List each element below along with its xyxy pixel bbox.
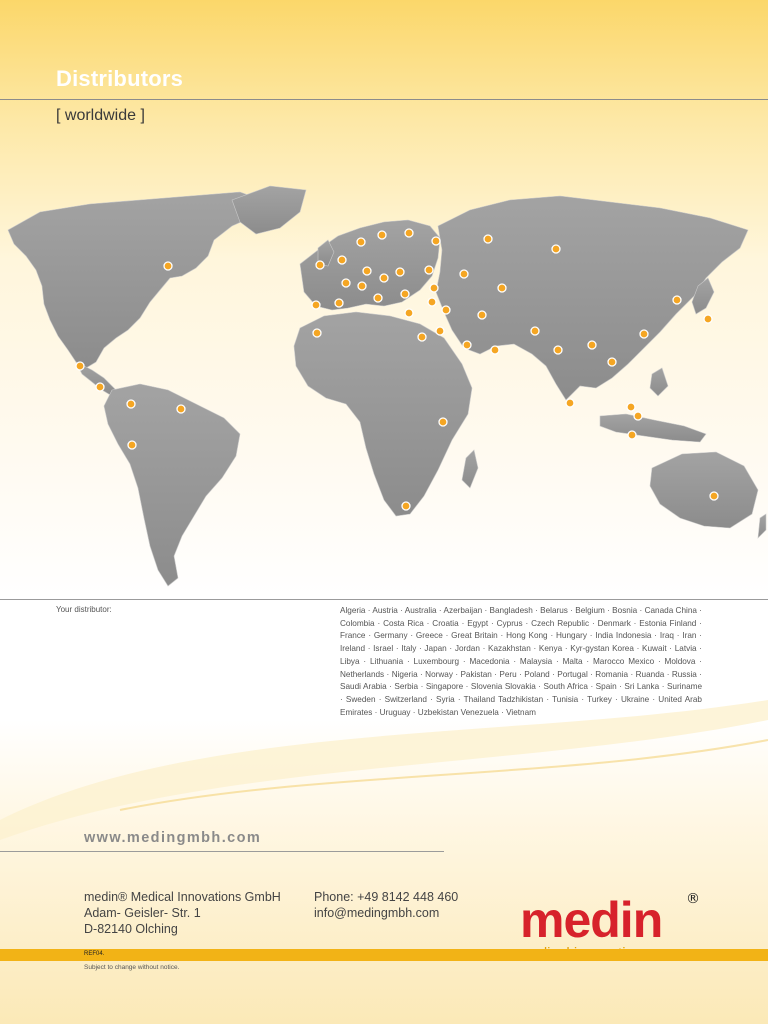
landmass-north-america <box>8 192 262 368</box>
reference-code: REF04. <box>84 951 105 957</box>
company-contact <box>314 889 458 921</box>
country-list: Algeria · Austria · Australia · Azerbaijan · Bangladesh · Belarus · Belgium · Bosnia · Canada China · Colombia · Costa Rica · Croatia · Egypt · Cyprus · Czech Republic · Denmark · Estonia Finland · France · Germany · Greece · Great Britain · Hong Kong · Hungary · India Indonesia · Iraq · Iran · Ireland · Israel · Italy · Japan · Jordan · Kazakhstan · Kenya · Kyr-gystan Korea · Kuwait · Latvia · Libya · Lithuania · Luxembourg · Macedonia · Malaysia · Malta · Marocco Mexico · Moldova · Netherlands · Nigeria · Norway · Pakistan · Peru · Poland · Portugal · Romania · Ruanda · Russia · Saudi Arabia · Serbia · Singapore · Slovenia Slovakia · South Africa · Spain · Sri Lanka · Suriname · Sweden · Switzerland · Syria · Thailand Tadzhikistan · Tunisia · Turkey · Ukraine · United Arab Emirates · Uruguay · Uzbekistan Venezuela · Vietnam <box>340 606 702 717</box>
logo-wordmark: medin <box>520 892 663 948</box>
your-distributor-label: Your distributor: <box>56 605 112 614</box>
company-address <box>84 889 281 937</box>
registered-mark: ® <box>686 891 700 907</box>
landmass-indonesia <box>600 414 706 442</box>
landmass-australia <box>650 452 758 528</box>
landmass-new-zealand <box>758 514 766 538</box>
change-notice: Subject to change without notice. <box>84 964 180 971</box>
landmass-philippines <box>650 368 668 396</box>
world-map <box>0 178 768 598</box>
landmass-madagascar <box>462 450 478 488</box>
page-subtitle: [ worldwide ] <box>56 107 145 124</box>
phone-number: Phone: +49 8142 448 460 <box>314 890 459 904</box>
decorative-swoosh <box>0 700 768 840</box>
landmass-africa <box>294 312 472 516</box>
company-street: Adam- Geisler- Str. 1 <box>84 906 201 920</box>
website-divider <box>0 851 444 852</box>
footer-accent-bar <box>0 949 768 961</box>
website-link[interactable]: www.medingmbh.com <box>84 830 262 846</box>
email-address[interactable]: info@medingmbh.com <box>314 906 440 920</box>
company-city: D-82140 Olching <box>84 922 178 936</box>
header-divider <box>0 99 768 100</box>
landmass-south-america <box>104 384 240 586</box>
page-title: Distributors <box>56 66 184 91</box>
company-name: medin® Medical Innovations GmbH <box>84 890 281 904</box>
section-divider <box>0 599 768 600</box>
